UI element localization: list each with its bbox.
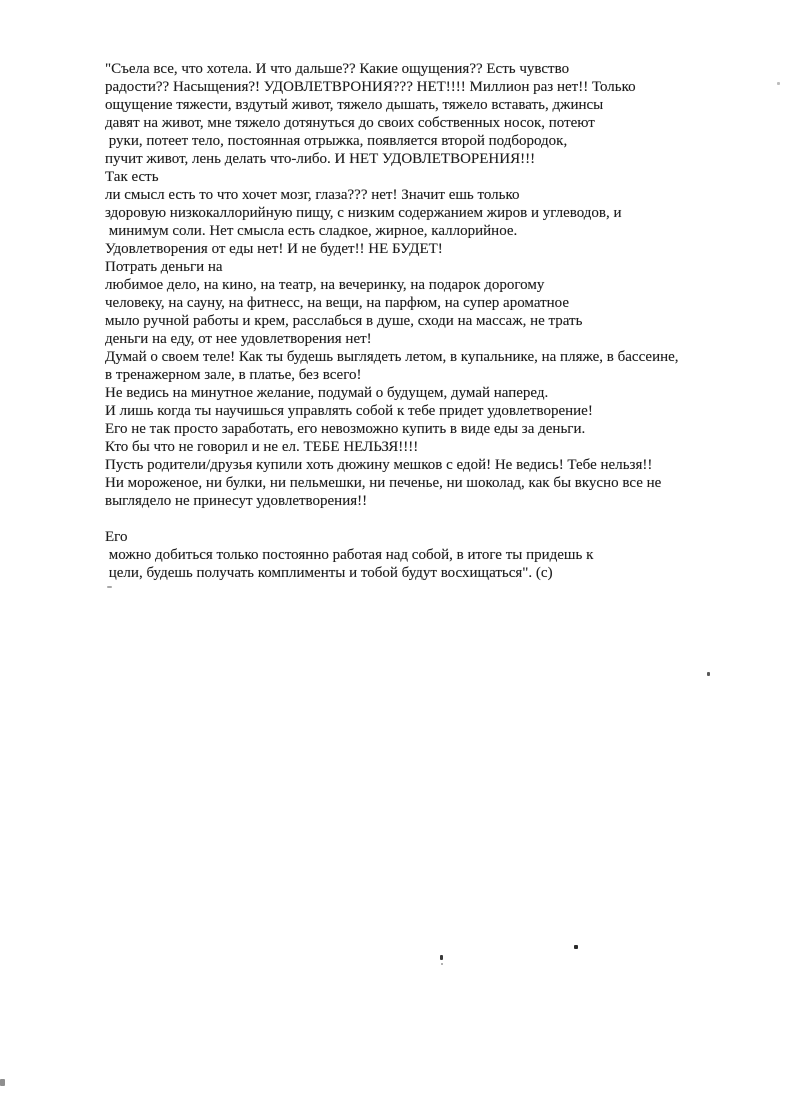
scan-speck [574, 945, 578, 949]
text-line: радости?? Насыщения?! УДОВЛЕТВРОНИЯ??? НЕТ!!!! Миллион раз нет!! Только [105, 79, 636, 95]
text-line: ли смысл есть то что хочет мозг, глаза??? нет! Значит ешь только [105, 187, 520, 203]
text-line: Пусть родители/друзья купили хоть дюжину мешков с едой! Не ведись! Тебе нельзя!! [105, 457, 653, 473]
text-line: Его не так просто заработать, его невозможно купить в виде еды за деньги. [105, 421, 586, 437]
text-line: Потрать деньги на [105, 259, 223, 275]
text-line: И лишь когда ты научишься управлять собой к тебе придет удовлетворение! [105, 403, 593, 419]
text-line: пучит живот, лень делать что-либо. И НЕТ УДОВЛЕТВОРЕНИЯ!!! [105, 151, 536, 167]
document-text [105, 60, 765, 582]
text-line: мыло ручной работы и крем, расслабься в душе, сходи на массаж, не трать [105, 313, 583, 329]
text-line: Не ведись на минутное желание, подумай о будущем, думай наперед. [105, 385, 549, 401]
text-line: Ни мороженое, ни булки, ни пельмешки, ни печенье, ни шоколад, как бы вкусно все не [105, 475, 662, 491]
text-line: Кто бы что не говорил и не ел. ТЕБЕ НЕЛЬЗЯ!!!! [105, 439, 419, 455]
text-line: ощущение тяжести, вздутый живот, тяжело дышать, тяжело вставать, джинсы [105, 97, 604, 113]
text-line: любимое дело, на кино, на театр, на вечеринку, на подарок дорогому [105, 277, 545, 293]
scan-speck [440, 955, 443, 960]
text-line: руки, потеет тело, постоянная отрыжка, появляется второй подбородок, [105, 133, 568, 149]
text-line: "Съела все, что хотела. И что дальше?? Какие ощущения?? Есть чувство [105, 61, 570, 77]
scan-speck [441, 963, 443, 965]
text-line: выглядело не принесут удовлетворения!! [105, 493, 368, 509]
text-line: можно добиться только постоянно работая над собой, в итоге ты придешь к [105, 547, 594, 563]
text-line: Удовлетворения от еды нет! И не будет!! НЕ БУДЕТ! [105, 241, 443, 257]
text-line: Его [105, 529, 128, 545]
scan-speck [777, 82, 780, 85]
text-line: цели, будешь получать комплименты и тобой будут восхищаться". (с) [105, 565, 553, 581]
text-line: давят на живот, мне тяжело дотянуться до своих собственных носок, потеют [105, 115, 595, 131]
text-line: человеку, на сауну, на фитнесс, на вещи, на парфюм, на супер ароматное [105, 295, 570, 311]
scan-speck [107, 586, 112, 588]
text-line: Думай о своем теле! Как ты будешь выглядеть летом, в купальнике, на пляже, в бассеине, [105, 349, 679, 365]
text-line: Так есть [105, 169, 159, 185]
text-line: в тренажерном зале, в платье, без всего! [105, 367, 362, 383]
text-line: минимум соли. Нет смысла есть сладкое, жирное, каллорийное. [105, 223, 518, 239]
scan-speck [0, 1079, 5, 1086]
text-line: здоровую низкокаллорийную пищу, с низким содержанием жиров и углеводов, и [105, 205, 622, 221]
text-line [105, 510, 765, 528]
text-line: деньги на еду, от нее удовлетворения нет! [105, 331, 372, 347]
scan-speck [707, 672, 710, 676]
